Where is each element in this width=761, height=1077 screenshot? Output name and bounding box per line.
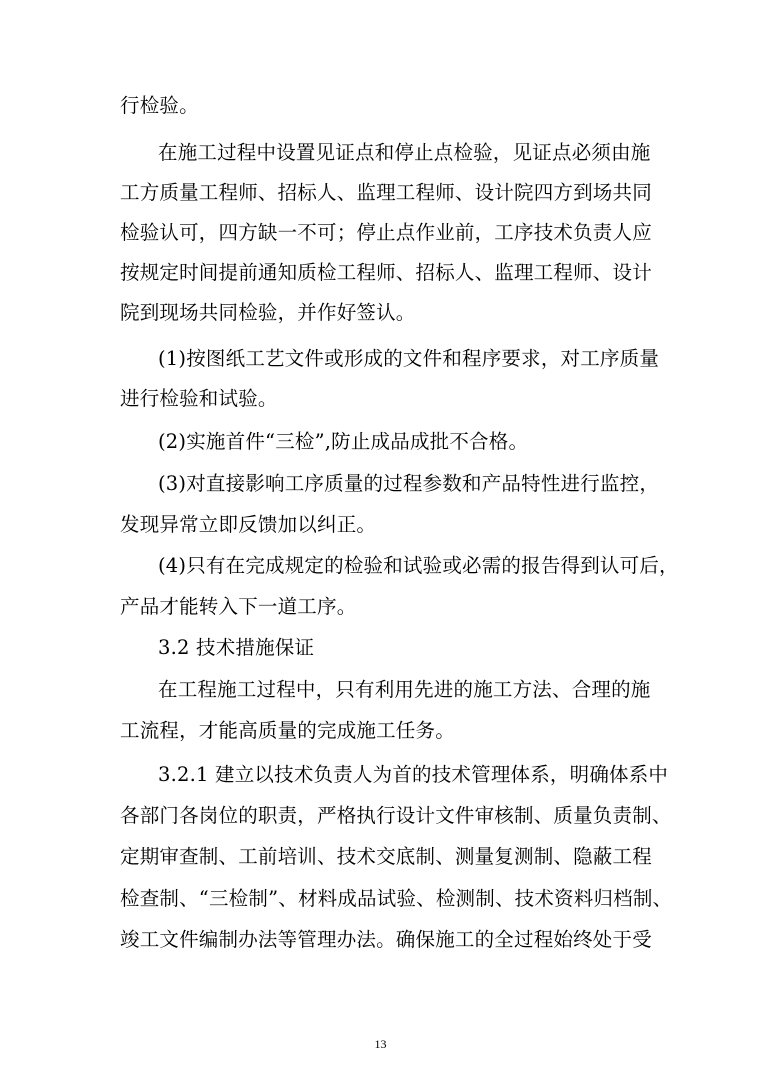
list-item-4-first-line: (4)只有在完成规定的检验和试验或必需的报告得到认可后， <box>158 554 679 577</box>
paragraph-first-line: 在施工过程中设置见证点和停止点检验，见证点必须由施 <box>158 141 651 164</box>
text-line: 院到现场共同检验，并作好签认。 <box>120 301 416 324</box>
text-line: 产品才能转入下一道工序。 <box>120 595 357 618</box>
text-line: 检验认可，四方缺一不可；停止点作业前，工序技术负责人应 <box>120 221 652 244</box>
section-heading: 3.2 技术措施保证 <box>158 636 315 659</box>
text-line: 竣工文件编制办法等管理办法。确保施工的全过程始终处于受 <box>120 928 652 951</box>
text-line: 进行检验和试验。 <box>120 387 278 410</box>
subsection-first-line: 3.2.1 建立以技术负责人为首的技术管理体系，明确体系中 <box>158 763 669 786</box>
list-item-3-first-line: (3)对直接影响工序质量的过程参数和产品特性进行监控， <box>158 472 660 495</box>
list-item-2: (2)实施首件“三检”,防止成品成批不合格。 <box>158 430 529 453</box>
text-line: 工流程，才能高质量的完成施工任务。 <box>120 719 455 742</box>
text-line: 行检验。 <box>120 94 199 117</box>
list-item-1-first-line: (1)按图纸工艺文件或形成的文件和程序要求，对工序质量 <box>158 347 660 370</box>
text-line: 各部门各岗位的职责，严格执行设计文件审核制、质量负责制、 <box>120 804 672 827</box>
text-line: 定期审查制、工前培训、技术交底制、测量复测制、隐蔽工程 <box>120 845 652 868</box>
text-line: 按规定时间提前通知质检工程师、招标人、监理工程师、设计 <box>120 261 652 284</box>
paragraph-first-line: 在工程施工过程中，只有利用先进的施工方法、合理的施 <box>158 678 651 701</box>
page-number: 13 <box>374 1037 387 1051</box>
text-line: 发现异常立即反馈加以纠正。 <box>120 513 377 536</box>
text-line: 检查制、“三检制”、材料成品试验、检测制、技术资料归档制、 <box>120 887 673 910</box>
text-line: 工方质量工程师、招标人、监理工程师、设计院四方到场共同 <box>120 181 652 204</box>
